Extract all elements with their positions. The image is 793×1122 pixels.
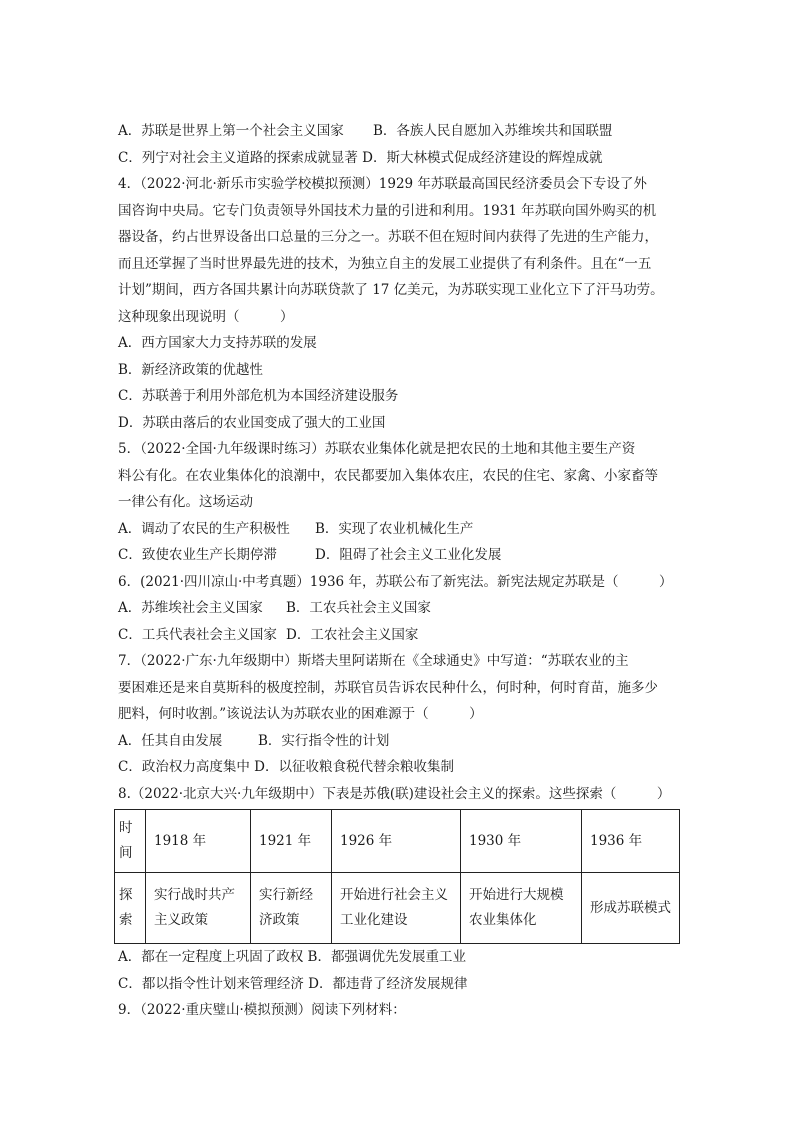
q7-option-d[interactable]: D．以征收粮食税代替余粮收集制 xyxy=(254,759,454,775)
q3-option-d[interactable]: D．斯大林模式促成经济建设的辉煌成就 xyxy=(362,149,603,166)
q3-option-b[interactable]: B．各族人民自愿加入苏维埃共和国联盟 xyxy=(373,123,613,139)
q6-option-b[interactable]: B．工农兵社会主义国家 xyxy=(286,600,431,616)
exploration-table xyxy=(114,809,680,944)
table-header-time: 时间 xyxy=(115,810,146,873)
table-cell-event: 实行新经济政策 xyxy=(251,873,332,944)
q7-stem-line: 7．（2022·广东·九年级期中）斯塔夫里阿诺斯在《全球通史》中写道：“苏联农业的主 xyxy=(118,653,629,669)
table-cell-year: 1930 年 xyxy=(461,810,582,873)
q3-option-a[interactable]: A．苏联是世界上第一个社会主义国家 xyxy=(118,123,344,139)
q4-stem-line: 这种现象出现说明（ ） xyxy=(118,308,294,325)
table-cell-year: 1921 年 xyxy=(251,810,332,873)
table-cell-event: 形成苏联模式 xyxy=(582,873,680,944)
q5-option-a[interactable]: A．调动了农民的生产积极性 xyxy=(118,520,290,537)
q7-options-row-2 xyxy=(118,754,684,781)
q4-stem-line: 计划”期间，西方各国共累计向苏联贷款了 17 亿美元，为苏联实现工业化立下了汗马功劳。 xyxy=(118,282,664,298)
table-row-time xyxy=(115,810,680,873)
q8-stem-line: 8.（2022·北京大兴·九年级期中）下表是苏俄(联)建设社会主义的探索。这些探索（ ） xyxy=(118,785,671,802)
table-cell-year: 1926 年 xyxy=(332,810,461,873)
q5-options-row-2 xyxy=(118,542,684,569)
q6-option-a[interactable]: A．苏维埃社会主义国家 xyxy=(118,600,263,616)
q7-option-c[interactable]: C．政治权力高度集中 xyxy=(118,759,250,775)
table-row-exploration xyxy=(115,873,680,944)
q7-stem-line: 要困难还是来自莫斯科的极度控制，苏联官员告诉农民种什么，何时种，何时育苗，施多少 xyxy=(118,679,658,696)
q4-stem-line: 国咨询中央局。它专门负责领导外国技术力量的引进和利用。1931 年苏联向国外购买的机 xyxy=(118,202,657,219)
q7-stem-line: 肥料，何时收割。”该说法认为苏联农业的困难源于（ ） xyxy=(118,706,483,722)
q8-option-a[interactable]: A．都在一定程度上巩固了政权 xyxy=(118,949,304,965)
q7-options-row-1 xyxy=(118,728,684,755)
q8-options-row-2 xyxy=(118,971,684,998)
q3-options-row-2 xyxy=(118,145,684,172)
table-cell-event: 开始进行社会主义工业化建设 xyxy=(332,873,461,944)
q8-option-d[interactable]: D．都违背了经济发展规律 xyxy=(308,975,468,992)
q4-stem-line: 器设备，约占世界设备出口总量的三分之一。苏联不但在短时间内获得了先进的生产能力， xyxy=(118,229,658,245)
table-header-exploration: 探索 xyxy=(115,873,146,944)
q7-option-b[interactable]: B．实行指令性的计划 xyxy=(258,732,390,749)
q5-options-row-1 xyxy=(118,516,684,543)
q6-option-c[interactable]: C．工兵代表社会主义国家 xyxy=(118,626,277,643)
q7-option-a[interactable]: A．任其自由发展 xyxy=(118,732,223,749)
table-cell-year: 1918 年 xyxy=(146,810,251,873)
q9-stem-line: 9．（2022·重庆璧山·模拟预测）阅读下列材料： xyxy=(118,1002,406,1018)
q5-option-d[interactable]: D．阻碍了社会主义工业化发展 xyxy=(315,547,502,563)
q4-option-c[interactable]: C．苏联善于利用外部危机为本国经济建设服务 xyxy=(118,388,399,404)
q4-option-a[interactable]: A．西方国家大力支持苏联的发展 xyxy=(118,335,317,351)
q6-options-row-1 xyxy=(118,595,684,622)
q6-stem-line: 6．(2021·四川凉山·中考真题）1936 年，苏联公布了新宪法。新宪法规定苏联是（ ） xyxy=(118,573,673,590)
q5-stem-line: 一律公有化。这场运动 xyxy=(118,494,253,510)
q4-stem-line: 4．（2022·河北·新乐市实验学校模拟预测）1929 年苏联最高国民经济委员会下专设了外 xyxy=(118,176,647,192)
q4-option-b[interactable]: B．新经济政策的优越性 xyxy=(118,361,263,378)
q4-option-d[interactable]: D．苏联由落后的农业国变成了强大的工业国 xyxy=(118,414,386,431)
q6-options-row-2 xyxy=(118,622,684,649)
table-cell-event: 开始进行大规模农业集体化 xyxy=(461,873,582,944)
table-cell-year: 1936 年 xyxy=(582,810,680,873)
table-cell-event: 实行战时共产主义政策 xyxy=(146,873,251,944)
q8-option-c[interactable]: C．都以指令性计划来管理经济 xyxy=(118,975,304,992)
q5-stem-line: 5．（2022·全国·九年级课时练习）苏联农业集体化就是把农民的土地和其他主要生产资 xyxy=(118,441,636,457)
q4-stem-line: 而且还掌握了当时世界最先进的技术，为独立自主的发展工业提供了有利条件。且在“一五 xyxy=(118,255,652,272)
q5-stem-line: 料公有化。在农业集体化的浪潮中，农民都要加入集体农庄，农民的住宅、家禽、小家畜等 xyxy=(118,467,658,484)
q8-options-row-1 xyxy=(118,944,684,971)
q5-option-c[interactable]: C．致使农业生产长期停滞 xyxy=(118,547,277,563)
q8-option-b[interactable]: B．都强调优先发展重工业 xyxy=(307,949,466,965)
document-page xyxy=(118,118,684,1024)
q6-option-d[interactable]: D．工农社会主义国家 xyxy=(286,626,419,643)
q3-option-c[interactable]: C．列宁对社会主义道路的探索成就显著 xyxy=(118,149,358,166)
q3-options-row-1 xyxy=(118,118,684,145)
q5-option-b[interactable]: B．实现了农业机械化生产 xyxy=(315,520,474,537)
